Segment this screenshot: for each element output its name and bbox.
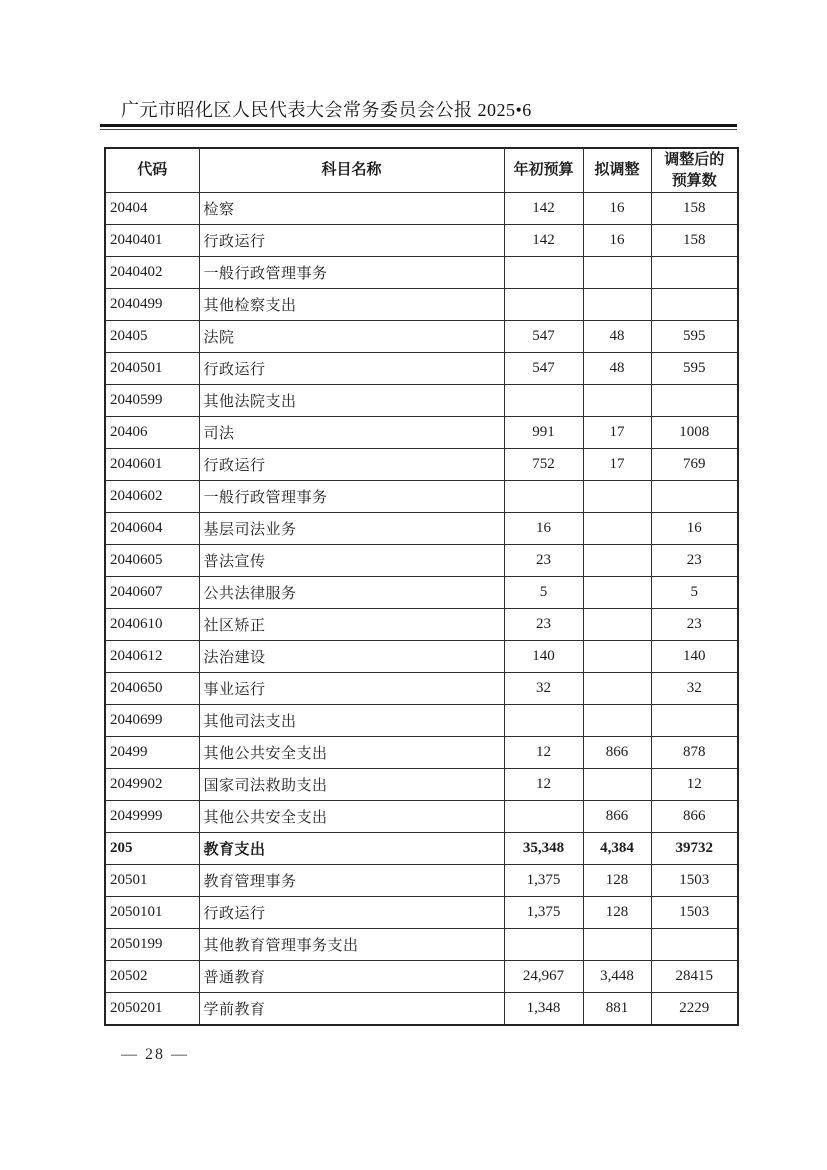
cell-subject-name: 其他检察支出 (199, 289, 504, 321)
cell-initial-budget: 142 (504, 193, 583, 225)
cell-proposed-adjustment (583, 577, 651, 609)
cell-proposed-adjustment: 16 (583, 225, 651, 257)
cell-adjusted-budget: 1008 (651, 417, 738, 449)
cell-subject-name: 行政运行 (199, 449, 504, 481)
header-proposed-adjustment: 拟调整 (583, 148, 651, 193)
cell-initial-budget: 991 (504, 417, 583, 449)
cell-adjusted-budget: 866 (651, 801, 738, 833)
cell-initial-budget (504, 801, 583, 833)
cell-initial-budget: 23 (504, 545, 583, 577)
cell-subject-name: 一般行政管理事务 (199, 257, 504, 289)
table-row (105, 321, 738, 353)
cell-code: 2050101 (105, 897, 199, 929)
cell-adjusted-budget (651, 257, 738, 289)
cell-proposed-adjustment (583, 385, 651, 417)
cell-code: 2040601 (105, 449, 199, 481)
cell-adjusted-budget: 1503 (651, 897, 738, 929)
cell-adjusted-budget: 28415 (651, 961, 738, 993)
cell-initial-budget (504, 929, 583, 961)
cell-proposed-adjustment: 17 (583, 417, 651, 449)
cell-subject-name: 司法 (199, 417, 504, 449)
cell-adjusted-budget: 16 (651, 513, 738, 545)
cell-code: 2040602 (105, 481, 199, 513)
header-subject-name: 科目名称 (199, 148, 504, 193)
cell-adjusted-budget (651, 385, 738, 417)
cell-adjusted-budget (651, 705, 738, 737)
cell-subject-name: 普通教育 (199, 961, 504, 993)
cell-adjusted-budget: 23 (651, 609, 738, 641)
cell-subject-name: 其他公共安全支出 (199, 801, 504, 833)
table-row (105, 769, 738, 801)
cell-proposed-adjustment (583, 257, 651, 289)
cell-code: 2040650 (105, 673, 199, 705)
title-divider-rule (100, 124, 737, 130)
cell-adjusted-budget: 23 (651, 545, 738, 577)
cell-code: 2040499 (105, 289, 199, 321)
cell-adjusted-budget: 5 (651, 577, 738, 609)
table-row (105, 641, 738, 673)
cell-subject-name: 事业运行 (199, 673, 504, 705)
cell-proposed-adjustment: 128 (583, 897, 651, 929)
budget-table (104, 147, 739, 1026)
table-row (105, 833, 738, 865)
cell-initial-budget (504, 705, 583, 737)
cell-proposed-adjustment (583, 641, 651, 673)
cell-adjusted-budget (651, 289, 738, 321)
cell-initial-budget: 752 (504, 449, 583, 481)
table-row (105, 193, 738, 225)
cell-code: 20406 (105, 417, 199, 449)
cell-proposed-adjustment: 128 (583, 865, 651, 897)
cell-code: 2049902 (105, 769, 199, 801)
cell-proposed-adjustment (583, 673, 651, 705)
cell-proposed-adjustment: 16 (583, 193, 651, 225)
cell-proposed-adjustment (583, 545, 651, 577)
cell-adjusted-budget: 158 (651, 193, 738, 225)
cell-adjusted-budget: 769 (651, 449, 738, 481)
cell-adjusted-budget: 39732 (651, 833, 738, 865)
table-row (105, 513, 738, 545)
page-number: — 28 — (121, 1046, 189, 1063)
page-title: 广元市昭化区人民代表大会常务委员会公报 2025•6 (121, 100, 532, 120)
table-row (105, 577, 738, 609)
cell-subject-name: 学前教育 (199, 993, 504, 1026)
cell-code: 2040699 (105, 705, 199, 737)
cell-proposed-adjustment: 866 (583, 737, 651, 769)
table-body (105, 193, 738, 1026)
cell-code: 2040612 (105, 641, 199, 673)
cell-initial-budget: 32 (504, 673, 583, 705)
cell-code: 2040501 (105, 353, 199, 385)
table-row (105, 673, 738, 705)
cell-initial-budget: 1,375 (504, 897, 583, 929)
cell-subject-name: 教育管理事务 (199, 865, 504, 897)
cell-initial-budget (504, 481, 583, 513)
cell-code: 2050199 (105, 929, 199, 961)
cell-adjusted-budget: 32 (651, 673, 738, 705)
table-row (105, 705, 738, 737)
cell-code: 2050201 (105, 993, 199, 1026)
cell-subject-name: 公共法律服务 (199, 577, 504, 609)
cell-proposed-adjustment: 48 (583, 321, 651, 353)
cell-initial-budget: 35,348 (504, 833, 583, 865)
cell-initial-budget: 142 (504, 225, 583, 257)
cell-initial-budget: 16 (504, 513, 583, 545)
table-row (105, 449, 738, 481)
cell-subject-name: 社区矫正 (199, 609, 504, 641)
cell-subject-name: 其他司法支出 (199, 705, 504, 737)
cell-code: 20502 (105, 961, 199, 993)
table-row (105, 609, 738, 641)
table-row (105, 257, 738, 289)
cell-subject-name: 其他公共安全支出 (199, 737, 504, 769)
cell-proposed-adjustment: 3,448 (583, 961, 651, 993)
cell-proposed-adjustment: 881 (583, 993, 651, 1026)
cell-initial-budget: 547 (504, 353, 583, 385)
table-row (105, 545, 738, 577)
header-code: 代码 (105, 148, 199, 193)
cell-code: 2040605 (105, 545, 199, 577)
cell-code: 2040599 (105, 385, 199, 417)
table-row (105, 289, 738, 321)
cell-code: 2040402 (105, 257, 199, 289)
cell-code: 2040607 (105, 577, 199, 609)
cell-initial-budget: 12 (504, 737, 583, 769)
cell-subject-name: 教育支出 (199, 833, 504, 865)
cell-code: 20404 (105, 193, 199, 225)
cell-proposed-adjustment: 4,384 (583, 833, 651, 865)
header-adjusted-budget: 调整后的预算数 (651, 148, 738, 193)
cell-proposed-adjustment (583, 929, 651, 961)
cell-subject-name: 检察 (199, 193, 504, 225)
cell-subject-name: 法治建设 (199, 641, 504, 673)
cell-proposed-adjustment (583, 705, 651, 737)
cell-subject-name: 行政运行 (199, 897, 504, 929)
cell-adjusted-budget: 595 (651, 353, 738, 385)
cell-adjusted-budget: 2229 (651, 993, 738, 1026)
table-row (105, 993, 738, 1026)
cell-initial-budget: 140 (504, 641, 583, 673)
table-header (105, 148, 738, 193)
cell-adjusted-budget (651, 929, 738, 961)
cell-code: 2040604 (105, 513, 199, 545)
cell-subject-name: 普法宣传 (199, 545, 504, 577)
table-row (105, 897, 738, 929)
cell-initial-budget: 1,348 (504, 993, 583, 1026)
cell-proposed-adjustment: 866 (583, 801, 651, 833)
cell-proposed-adjustment (583, 481, 651, 513)
cell-subject-name: 其他教育管理事务支出 (199, 929, 504, 961)
cell-proposed-adjustment (583, 769, 651, 801)
cell-adjusted-budget: 158 (651, 225, 738, 257)
cell-subject-name: 法院 (199, 321, 504, 353)
cell-code: 2040610 (105, 609, 199, 641)
cell-subject-name: 其他法院支出 (199, 385, 504, 417)
table-row (105, 865, 738, 897)
cell-proposed-adjustment (583, 513, 651, 545)
cell-initial-budget (504, 257, 583, 289)
cell-initial-budget (504, 385, 583, 417)
cell-initial-budget: 5 (504, 577, 583, 609)
cell-subject-name: 行政运行 (199, 353, 504, 385)
cell-proposed-adjustment: 48 (583, 353, 651, 385)
cell-initial-budget: 12 (504, 769, 583, 801)
cell-adjusted-budget (651, 481, 738, 513)
table-row (105, 481, 738, 513)
cell-adjusted-budget: 595 (651, 321, 738, 353)
table-row (105, 801, 738, 833)
header-row (105, 148, 738, 193)
cell-initial-budget: 23 (504, 609, 583, 641)
cell-code: 2040401 (105, 225, 199, 257)
table-row (105, 417, 738, 449)
cell-subject-name: 基层司法业务 (199, 513, 504, 545)
cell-initial-budget: 1,375 (504, 865, 583, 897)
table-row (105, 737, 738, 769)
cell-adjusted-budget: 1503 (651, 865, 738, 897)
cell-code: 20405 (105, 321, 199, 353)
table-row (105, 385, 738, 417)
cell-proposed-adjustment: 17 (583, 449, 651, 481)
table-row (105, 961, 738, 993)
cell-adjusted-budget: 12 (651, 769, 738, 801)
cell-adjusted-budget: 140 (651, 641, 738, 673)
cell-code: 20501 (105, 865, 199, 897)
cell-subject-name: 一般行政管理事务 (199, 481, 504, 513)
cell-code: 2049999 (105, 801, 199, 833)
cell-proposed-adjustment (583, 609, 651, 641)
cell-subject-name: 行政运行 (199, 225, 504, 257)
header-initial-budget: 年初预算 (504, 148, 583, 193)
table-row (105, 353, 738, 385)
cell-proposed-adjustment (583, 289, 651, 321)
table-row (105, 225, 738, 257)
cell-code: 20499 (105, 737, 199, 769)
cell-code: 205 (105, 833, 199, 865)
table-row (105, 929, 738, 961)
cell-initial-budget: 24,967 (504, 961, 583, 993)
cell-subject-name: 国家司法救助支出 (199, 769, 504, 801)
cell-initial-budget (504, 289, 583, 321)
cell-adjusted-budget: 878 (651, 737, 738, 769)
cell-initial-budget: 547 (504, 321, 583, 353)
